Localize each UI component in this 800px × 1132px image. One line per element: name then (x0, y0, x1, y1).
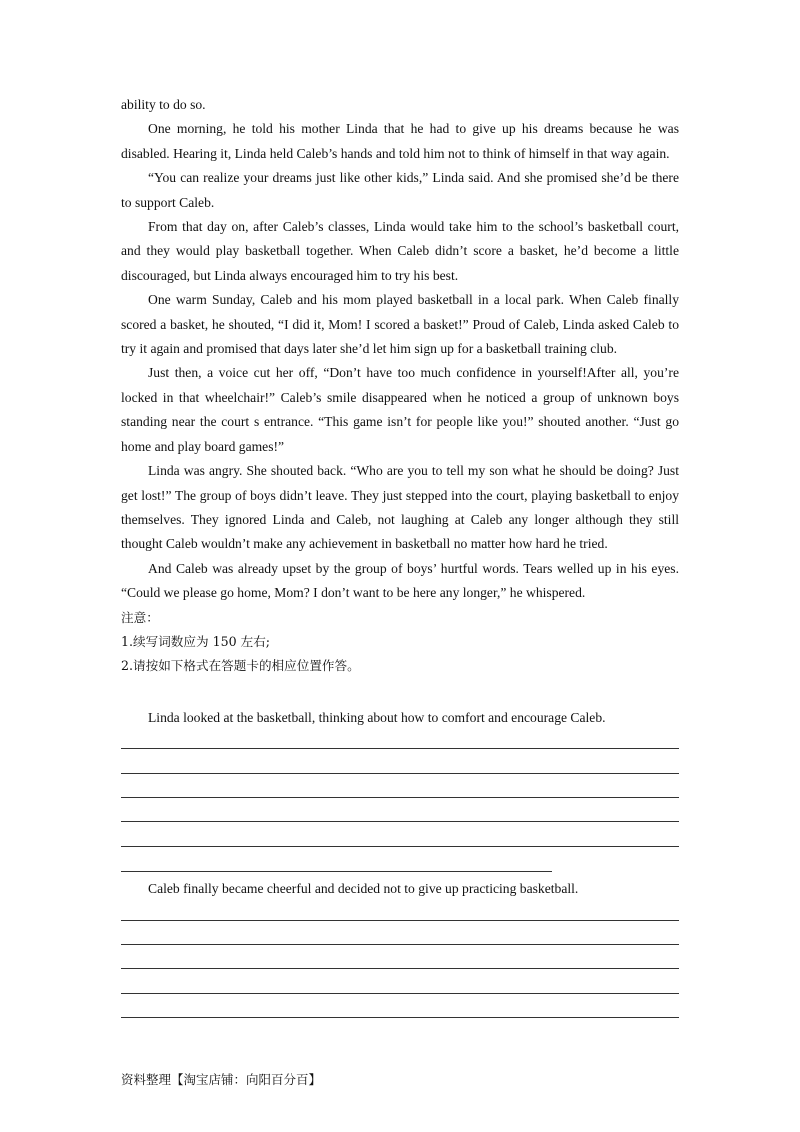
answer-line (121, 871, 552, 872)
story-paragraph-6: Linda was angry. She shouted back. “Who are you to tell my son what he should be doing? Just get lost!” The group of boys didn’t leave. They just stepped into the court, playing basketball to enjoy themselves. They ignored Linda and Caleb, not laughing at Caleb any longer although they still thought Caleb wouldn’t make any achievement in basketball no matter how hard he tried. (121, 463, 679, 552)
answer-line (121, 773, 679, 774)
answer-line (121, 846, 679, 847)
page-footer: 资料整理【淘宝店铺：向阳百分百】 (121, 1072, 322, 1087)
answer-line (121, 748, 679, 749)
story-paragraph-7: And Caleb was already upset by the group of boys’ hurtful words. Tears welled up in his eyes. “Could we please go home, Mom? I don’t want to be here any longer,” he whispered. (121, 560, 679, 601)
prompt-first-paragraph: Linda looked at the basketball, thinking about how to comfort and encourage Caleb. (148, 710, 606, 725)
answer-line (121, 920, 679, 921)
story-paragraph-2: “You can realize your dreams just like other kids,” Linda said. And she promised she’d be there to support Caleb. (121, 170, 679, 210)
story-paragraph-4: One warm Sunday, Caleb and his mom played basketball in a local park. When Caleb finally scored a basket, he shouted, “I did it, Mom! I scored a basket!” Proud of Caleb, Linda asked Caleb to try it again and promised that days later she’d let him sign up for a basketball training club. (121, 292, 679, 357)
answer-line (121, 993, 679, 994)
answer-line (121, 968, 679, 969)
answer-line (121, 944, 679, 945)
notes-heading: 注意： (121, 609, 159, 625)
story-text (121, 93, 679, 679)
story-paragraph-0: ability to do so. (121, 97, 206, 112)
notes-item-2: 2.请按如下格式在答题卡的相应位置作答。 (121, 658, 360, 674)
notes-item-1: 1.续写词数应为 150 左右; (121, 633, 271, 649)
answer-line (121, 821, 679, 822)
story-paragraph-3: From that day on, after Caleb’s classes, Linda would take him to the school’s basketball court, and they would play basketball together. When Caleb didn’t score a basket, he’d become a little discouraged, but Linda always encouraged him to try his best. (121, 219, 679, 283)
story-paragraph-5: Just then, a voice cut her off, “Don’t have too much confidence in yourself!After all, you’re locked in that wheelchair!” Caleb’s smile disappeared when he noticed a group of unknown boys standing near the court s entrance. “This game isn’t for people like you!” shouted another. “Just go home and play board games!” (121, 365, 679, 454)
story-paragraph-1: One morning, he told his mother Linda that he had to give up his dreams because he was disabled. Hearing it, Linda held Caleb’s hands and told him not to think of himself in that way again. (121, 121, 679, 161)
prompt-second-paragraph: Caleb finally became cheerful and decided not to give up practicing basketball. (148, 881, 579, 896)
answer-line (121, 797, 679, 798)
answer-line (121, 1017, 679, 1018)
